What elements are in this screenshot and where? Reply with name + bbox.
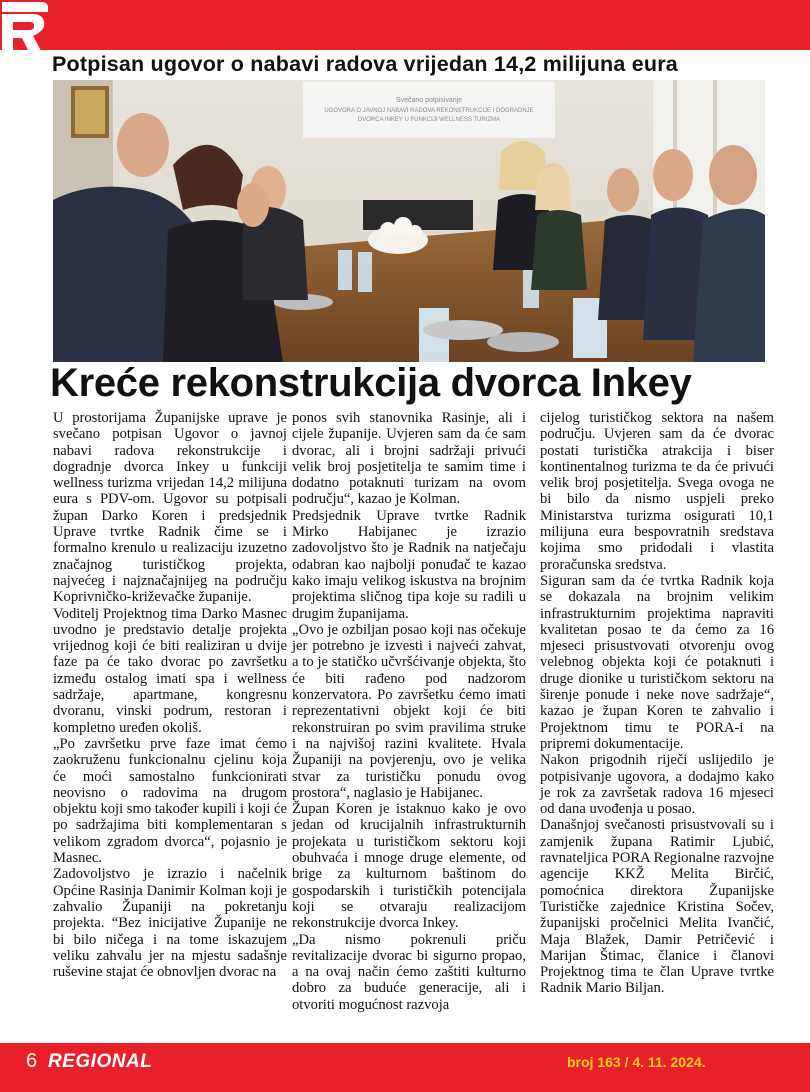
paragraph: Siguran sam da će tvrtka Radnik koja se dokazala na brojnim velikim infrastrukturnim projektima napraviti kvalitetan posao te da ćemo za 16 mjeseci prisustvovati otvorenju ovog velebnog objekta koji će potaknuti i druge dionike u turističkom sektoru na širenje ponude i neke nove sadržaje“, kazao je župan Koren te zahvalio i Projektnom timu te PORA-i na pripremi dokumentacije. bbox=[540, 572, 774, 752]
paragraph: „Da nismo pokrenuli priču revitalizacije dvorac bi sigurno propao, a na ovaj način ćemo zaštiti kulturno dobro za buduće generacije, ali i otvoriti mogućnost razvoja bbox=[292, 931, 526, 1013]
issue-info: broj 163 / 4. 11. 2024. bbox=[567, 1054, 706, 1070]
paragraph: U prostorijama Županijske uprave je svečano potpisan Ugovor o javnoj nabavi radova rekonstrukcije i dogradnje dvorca Inkey u funkciji wellness turizma vrijedan 14,2 milijuna eura s PDV-om. Ugovor su potpisali župan Darko Koren i predsjednik Uprave tvrtke Radnik čime se i formalno krenulo u realizaciju izuzetno značajnog turističkog projekta, najvećeg i najznačajnijeg na području Koprivničko-križevačke županije. bbox=[53, 410, 287, 606]
brand-logo: REGIONAL bbox=[48, 1051, 153, 1072]
svg-text:DVORCA INKEY U FUNKCIJI WELLNE: DVORCA INKEY U FUNKCIJI WELLNESS TURIZMA bbox=[357, 117, 501, 123]
article-column-2 bbox=[292, 410, 526, 1013]
paragraph: Predsjednik Uprave tvrtke Radnik Mirko Habijanec je izrazio zadovoljstvo što je Radnik na natječaju odabran kao najbolji ponuđač te kazao kako imaju velikog iskustva na brojnim projektima sličnog tipa koje su radili u drugim županijama. bbox=[292, 507, 526, 622]
meeting-photo bbox=[53, 80, 765, 362]
logo-r-icon bbox=[0, 0, 50, 60]
article-column-3 bbox=[540, 410, 774, 997]
svg-text:Svečano potpisivanje: Svečano potpisivanje bbox=[395, 97, 463, 104]
paragraph: cijelog turističkog sektora na našem području. Uvjeren sam da će dvorac postati turistička atrakcija i biser kontinentalnog turizma te da će privući velik broj posjetitelja. Svega ovoga ne bi bilo da nismo uspjeli preko Ministarstva turizma osigurati 10,1 milijuna eura bespovratnih sredstava kojima smo pridodali i vlastita proračunska sredstva. bbox=[540, 410, 774, 573]
paragraph: Današnjoj svečanosti prisustvovali su i zamjenik župana Ratimir Ljubić, ravnateljica PORA Regionalne razvojne agencije KKŽ Melita Birčić, pomoćnica direktora Županijske Turističke zajednice Kristina Sočev, županijski pročelnici Melita Ivančić, Maja Blažek, Damir Petričević i Marijan Štimac, članice i članovi Projektnog tima te član Uprave tvrtke Radnik Mario Biljan. bbox=[540, 817, 774, 997]
article-column-1 bbox=[53, 410, 287, 980]
svg-text:UGOVORA O JAVNOJ NABAVI RADOVA: UGOVORA O JAVNOJ NABAVI RADOVA REKONSTRUKCIJE I DOGRADNJE bbox=[324, 108, 534, 114]
paragraph: Zadovoljstvo je izrazio i načelnik Općine Rasinja Danimir Kolman koji je zahvalio Županiji na pokretanju projekta. “Bez inicijative Županije ne bi bilo ničega i na tome iskazujem veliku zahvalu jer na mjestu sadašnje ruševine stajat će obnovljen dvorac na bbox=[53, 866, 287, 981]
paragraph: Župan Koren je istaknuo kako je ovo jedan od krucijalnih infrastrukturnih projekata u turističkom sektoru koji obuhvaća i mnoge druge elemente, od brige za kulturnom baštinom do gospodarskih i turističkih potencijala koji se otvaraju realizacijom rekonstrukcije dvorca Inkey. bbox=[292, 801, 526, 932]
article-subtitle: Potpisan ugovor o nabavi radova vrijedan 14,2 milijuna eura bbox=[52, 52, 678, 76]
page-number: 6 bbox=[26, 1050, 38, 1072]
paragraph: „Ovo je ozbiljan posao koji nas očekuje jer potrebno je izvesti i najveći zahvat, a to je statičko učvršćivanje objekta, što će biti rađeno pod nadzorom konzervatora. Po završetku ćemo imati reprezentativni objekt koji će biti rekonstruiran po svim pravilima struke i na najvišoj razini kvalitete. Hvala Županiji na povjerenju, ovo je velika stvar za turističku ponudu ovog prostora“, naglasio je Habijanec. bbox=[292, 621, 526, 801]
paragraph: „Po završetku prve faze imat ćemo zaokruženu funkcionalnu cjelinu koja će moći samostalno funkcionirati neovisno o radovima na drugom objektu koji smo također kupili i koji će po sadržajima biti komplementaran s velikom zgradom dvorca“, pojasnio je Masnec. bbox=[53, 735, 287, 867]
paragraph: ponos svih stanovnika Rasinje, ali i cijele županije. Uvjeren sam da će sam dvorac, ali i brojni sadržaji privući velik broj posjetitelja te samim time i dodatno potaknuti turizam na ovom području“, kazao je Kolman. bbox=[292, 410, 526, 508]
header-bar bbox=[0, 0, 810, 50]
paragraph: Voditelj Projektnog tima Darko Masnec uvodno je predstavio detalje projekta vrijednog koji će biti realiziran u dvije faze pa će tako dvorac po završetku između ostalog imati spa i wellness sadržaje, apartmane, kongresnu dvoranu, vinski podrum, restoran i kompletno uređen okoliš. bbox=[53, 605, 287, 736]
article-headline: Kreće rekonstrukcija dvorca Inkey bbox=[50, 361, 692, 405]
paragraph: Nakon prigodnih riječi uslijedilo je potpisivanje ugovora, a dodajmo kako je rok za završetak radova 16 mjeseci od dana uvođenja u posao. bbox=[540, 752, 774, 818]
